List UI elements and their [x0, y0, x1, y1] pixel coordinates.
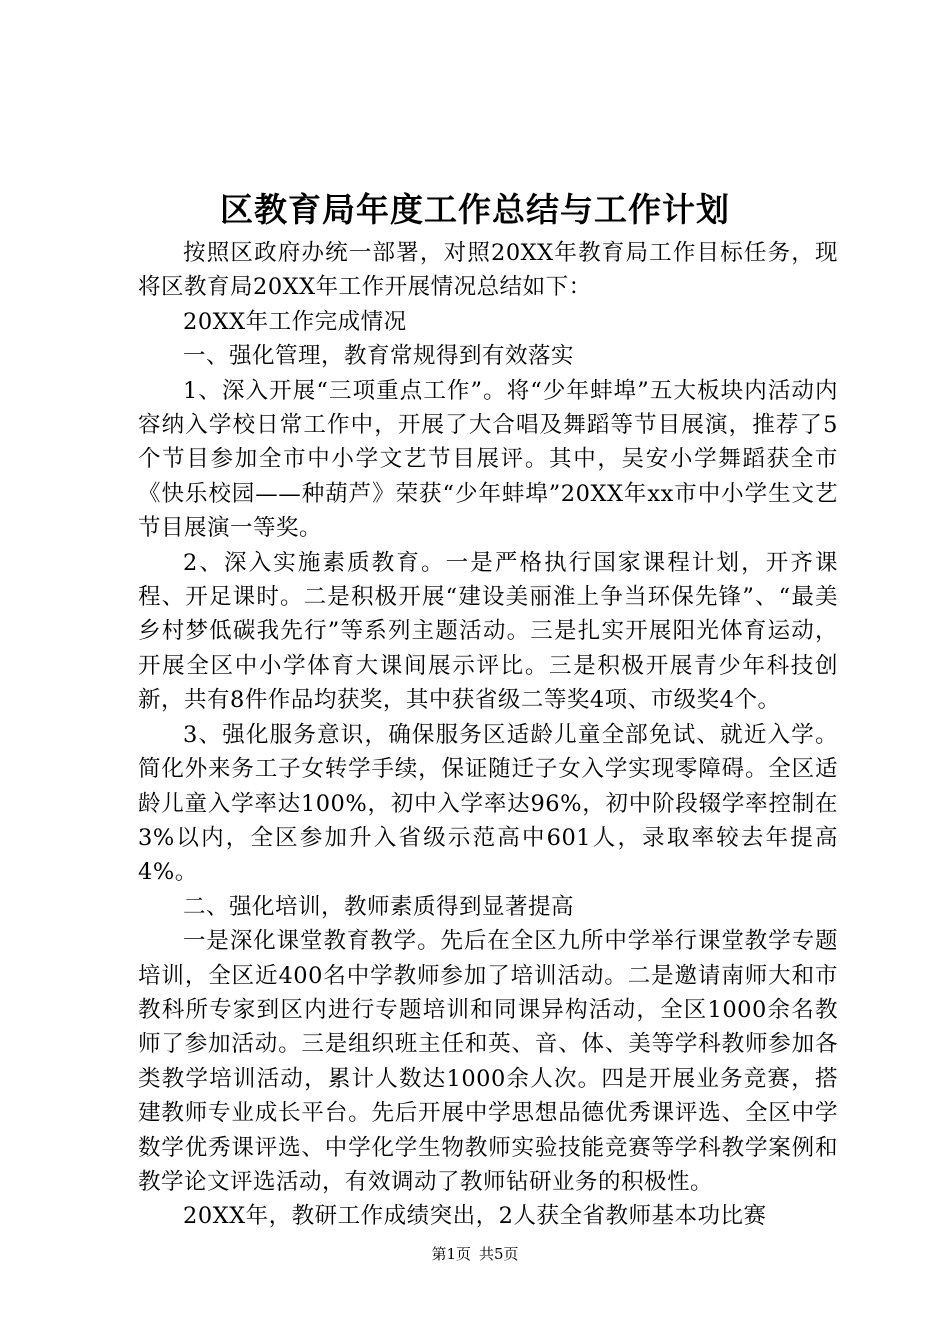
paragraph-item-2: 2、深入实施素质教育。一是严格执行国家课程计划，开齐课程、开足课时。二是积极开展“建设美丽淮上争当环保先锋”、“最美乡村梦低碳我先行”等系列主题活动。三是扎实开展阳光体育运动，开展全区中小学体育大课间展示评比。三是积极开展青少年科技创新，共有8件作品均获奖，其中获省级二等奖4项、市级奖4个。	[138, 549, 838, 714]
document-body	[138, 236, 838, 1234]
paragraph-research: 20XX年，教研工作成绩突出，2人获全省教师基本功比赛	[183, 1203, 767, 1230]
paragraph-item-1: 1、深入开展“三项重点工作”。将“少年蚌埠”五大板块内活动内容纳入学校日常工作中，开展了大合唱及舞蹈等节目展演，推荐了5个节目参加全市中小学文艺节目展评。其中，吴安小学舞蹈获全市《快乐校园——种葫芦》荣获“少年蚌埠”20XX年xx市中小学生文艺节目展演一等奖。	[138, 377, 838, 542]
section-heading-management: 一、强化管理，教育常规得到有效落实	[183, 343, 575, 370]
page-total: 共5页	[479, 1245, 519, 1263]
page-footer	[0, 1244, 950, 1264]
section-heading-completion: 20XX年工作完成情况	[183, 308, 407, 335]
section-heading-training: 二、强化培训，教师素质得到显著提高	[183, 893, 575, 920]
paragraph-item-3: 3、强化服务意识，确保服务区适龄儿童全部免试、就近入学。简化外来务工子女转学手续，保证随迁子女入学实现零障碍。全区适龄儿童入学率达100%，初中入学率达96%，初中阶段辍学率控制在3%以内，全区参加升入省级示范高中601人，录取率较去年提高4%。	[138, 721, 838, 886]
paragraph-intro: 按照区政府办统一部署，对照20XX年教育局工作目标任务，现将区教育局20XX年工作开展情况总结如下：	[138, 240, 838, 301]
page-number: 第1页	[431, 1245, 471, 1263]
paragraph-training: 一是深化课堂教育教学。先后在全区九所中学举行课堂教学专题培训，全区近400名中学教师参加了培训活动。二是邀请南师大和市教科所专家到区内进行专题培训和同课异构活动，全区1000余名教师了参加活动。三是组织班主任和英、音、体、美等学科教师参加各类教学培训活动，累计人数达1000余人次。四是开展业务竞赛，搭建教师专业成长平台。先后开展中学思想品德优秀课评选、全区中学数学优秀课评选、中学化学生物教师实验技能竞赛等学科教学案例和教学论文评选活动，有效调动了教师钻研业务的积极性。	[138, 928, 838, 1195]
document-title: 区教育局年度工作总结与工作计划	[220, 190, 730, 229]
